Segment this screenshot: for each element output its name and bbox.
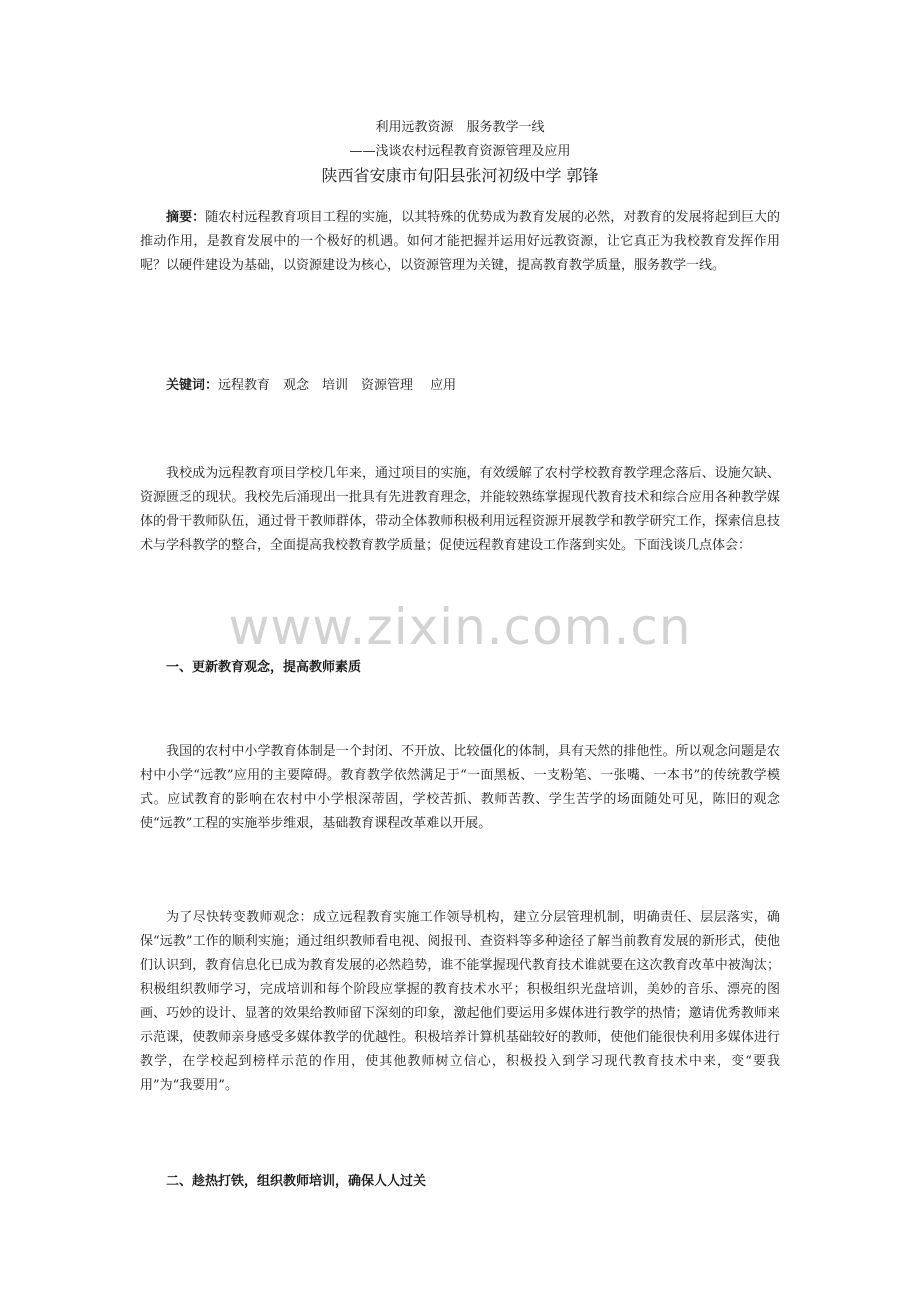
- document-subtitle: ——浅谈农村远程教育资源管理及应用: [349, 144, 571, 159]
- abstract-paragraph: [140, 206, 780, 278]
- body-paragraph-2: 为了尽快转变教师观念：成立远程教育实施工作领导机构，建立分层管理机制，明确责任、层层落实，确保“远教”工作的顺利实施；通过组织教师看电视、阅报刊、查资料等多种途径了解当前教育发展的新形式，使他们认识到，教育信息化已成为教育发展的必然趋势，谁不能掌握现代教育技术谁就要在这次教育改革中被淘汰；积极组织教师学习，完成培训和每个阶段应掌握的教育技术水平；积极组织光盘培训，美妙的音乐、漂亮的图画、巧妙的设计、显著的效果给教师留下深刻的印象，激起他们要运用多媒体进行教学的热情；邀请优秀教师来示范课，使教师亲身感受多媒体教学的优越性。积极培养计算机基础较好的教师，使他们能很快利用多媒体进行教学，在学校起到榜样示范的作用，使其他教师树立信心，积极投入到学习现代教育技术中来，变“要我用”为“我要用”。: [140, 910, 780, 1093]
- author-line: 陕西省安康市旬阳县张河初级中学 郭锋: [321, 166, 599, 185]
- intro-paragraph: 我校成为远程教育项目学校几年来，通过项目的实施，有效缓解了农村学校教育教学理念落后、设施欠缺、资源匮乏的现状。我校先后涌现出一批具有先进教育理念，并能较熟练掌握现代教育技术和综合应用各种教学媒体的骨干教师队伍，通过骨干教师群体，带动全体教师积极利用远程资源开展教学和教学研究工作，探索信息技术与学科教学的整合，全面提高我校教育教学质量；促使远程教育建设工作落到实处。下面浅谈几点体会：: [140, 466, 780, 553]
- body-paragraph-1: 我国的农村中小学教育体制是一个封闭、不开放、比较僵化的体制，具有天然的排他性。所以观念问题是农村中小学“远教”应用的主要障碍。教育教学依然满足于“一面黑板、一支粉笔、一张嘴、一本书”的传统教学模式。应试教育的影响在农村中小学根深蒂固，学校苦抓、教师苦教、学生苦学的场面随处可见，陈旧的观念使“远教”工程的实施举步维艰，基础教育课程改革难以开展。: [140, 744, 780, 831]
- keywords-line: [166, 374, 456, 393]
- keywords-text: 远程教育 观念 培训 资源管理 应用: [218, 378, 457, 393]
- watermark: www.zixin.com.cn: [228, 598, 692, 656]
- section-heading-2: 二、趁热打铁，组织教师培训，确保人人过关: [166, 1174, 427, 1189]
- section-heading-1: 一、更新教育观念，提高教师素质: [166, 660, 362, 675]
- document-title: 利用远教资源 服务教学一线: [375, 120, 545, 135]
- abstract-text: 随农村远程教育项目工程的实施，以其特殊的优势成为教育发展的必然，对教育的发展将起到巨大的推动作用，是教育发展中的一个极好的机遇。如何才能把握并运用好远教资源，让它真正为我校教育发挥作用呢？以硬件建设为基础，以资源建设为核心，以资源管理为关键，提高教育教学质量，服务教学一线。: [140, 210, 780, 273]
- keywords-label: 关键词：: [166, 378, 219, 393]
- abstract-label: 摘要：: [166, 210, 206, 225]
